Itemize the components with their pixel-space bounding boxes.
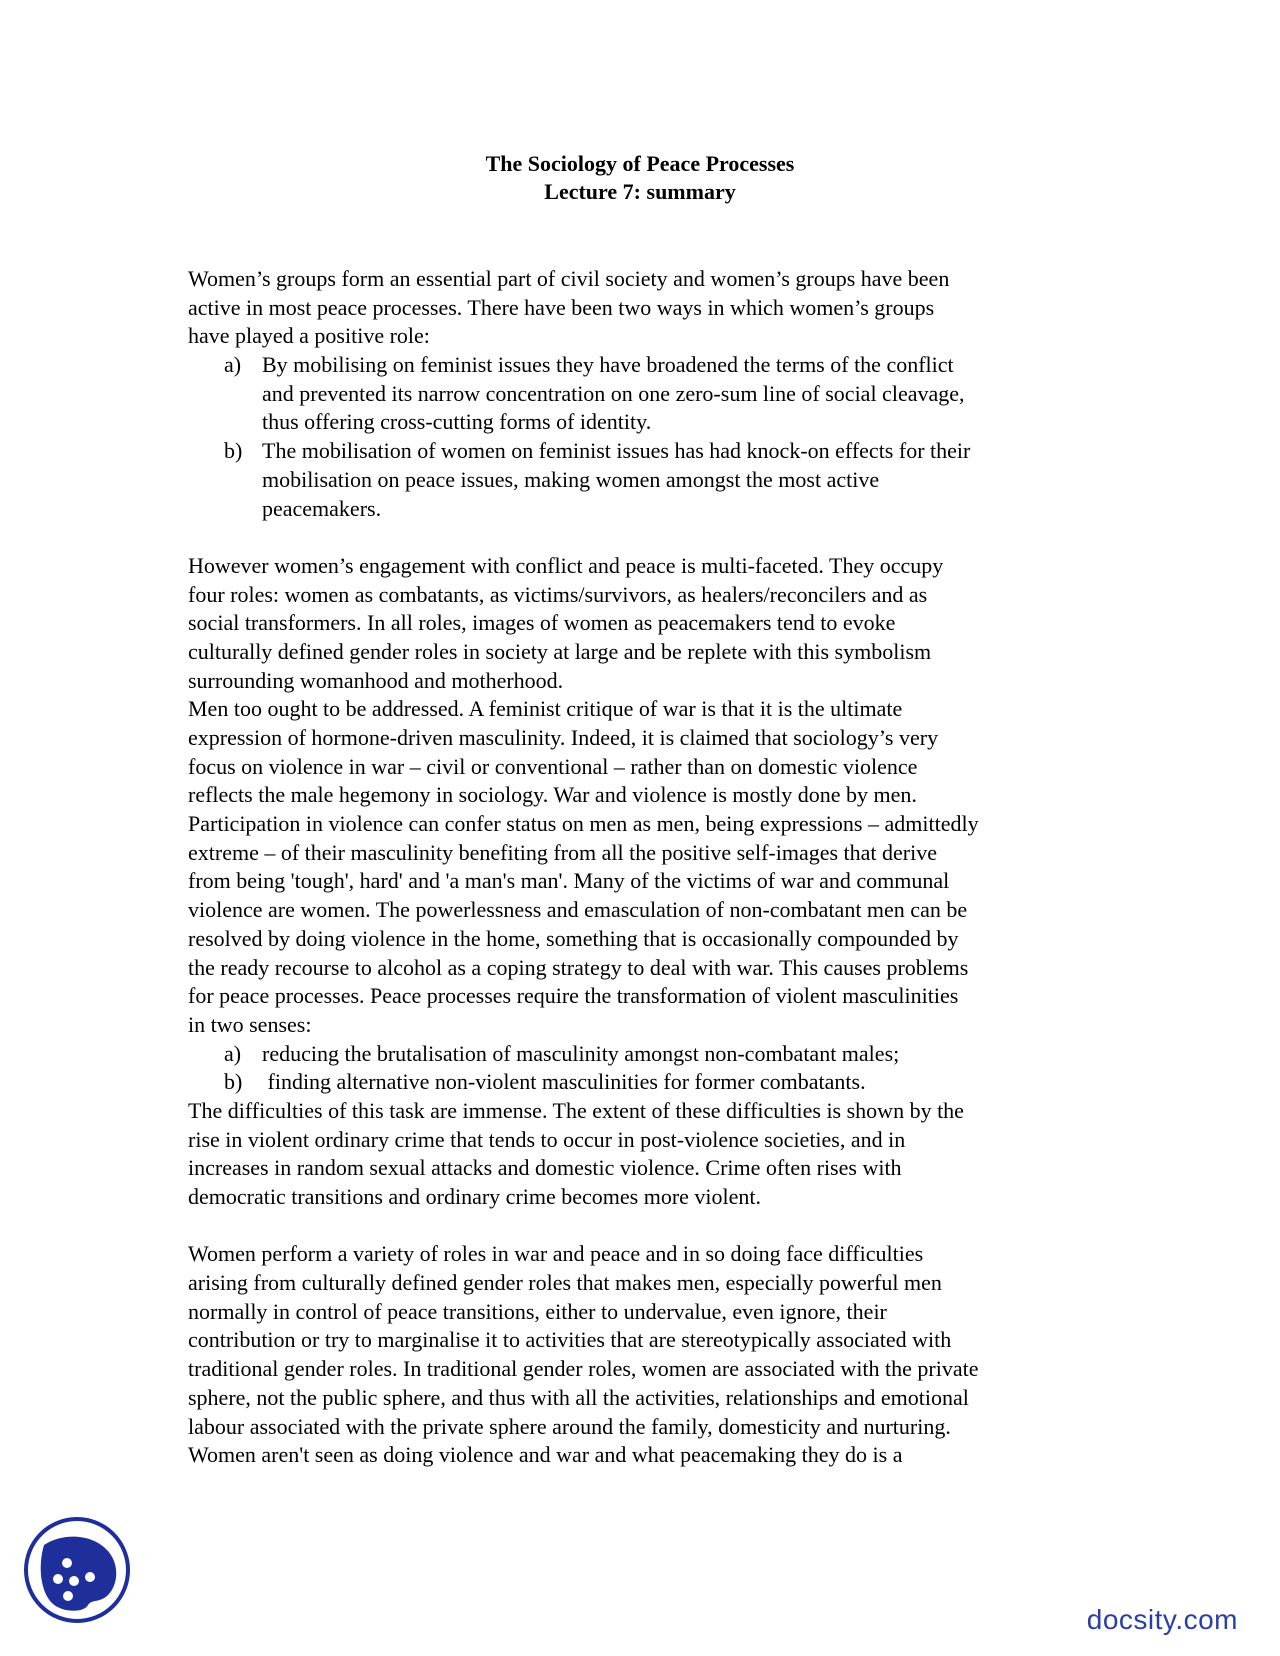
text-line: and prevented its narrow concentration on one zero-sum line of social cleavage,: [262, 380, 965, 406]
logo-dot: [69, 1576, 79, 1586]
text-line: arising from culturally defined gender roles that makes men, especially powerful men: [188, 1270, 942, 1296]
text-line: four roles: women as combatants, as victims/survivors, as healers/reconcilers and as: [188, 581, 928, 607]
logo-blob: [41, 1537, 117, 1611]
text-line: labour associated with the private sphere around the family, domesticity and nurturing.: [188, 1413, 951, 1439]
list-item: [188, 1040, 1088, 1069]
paragraph-3: [188, 1097, 1088, 1212]
list-1: [188, 351, 1088, 523]
logo-dot: [85, 1572, 95, 1582]
list-marker: b): [224, 438, 243, 464]
document-title: The Sociology of Peace Processes: [485, 151, 795, 176]
text-line: The difficulties of this task are immense. The extent of these difficulties is shown by the: [188, 1097, 964, 1123]
text-line: The mobilisation of women on feminist issues has had knock-on effects for their: [262, 438, 971, 464]
logo-dot: [62, 1558, 72, 1568]
text-line: from being 'tough', hard' and 'a man's man'. Many of the victims of war and communal: [188, 868, 950, 894]
text-line: active in most peace processes. There have been two ways in which women’s groups: [188, 294, 935, 320]
logo-dot: [53, 1574, 63, 1584]
text-line: democratic transitions and ordinary crime becomes more violent.: [188, 1184, 762, 1209]
list-marker: a): [224, 1040, 242, 1066]
list-marker: a): [224, 352, 242, 378]
text-line: have played a positive role:: [188, 323, 430, 349]
text-line: the ready recourse to alcohol as a coping strategy to deal with war. This causes problems: [188, 954, 969, 980]
paragraph-gap: [188, 523, 1088, 552]
text-line: social transformers. In all roles, images of women as peacemakers tend to evoke: [188, 610, 896, 636]
text-line: expression of hormone-driven masculinity. Indeed, it is claimed that sociology’s very: [188, 725, 939, 750]
text-line: culturally defined gender roles in society at large and be replete with this symbolism: [188, 638, 932, 664]
text-line: normally in control of peace transitions, either to undervalue, even ignore, their: [188, 1298, 887, 1324]
text-line: surrounding womanhood and motherhood.: [188, 667, 564, 693]
text-line: resolved by doing violence in the home, something that is occasionally compounded by: [188, 925, 959, 951]
title-block: [0, 150, 1280, 206]
document-subtitle: Lecture 7: summary: [544, 179, 736, 204]
paragraph-4: [188, 1240, 1088, 1470]
logo-dot: [63, 1591, 73, 1601]
text-line: rise in violent ordinary crime that tends to occur in post-violence societies, and in: [188, 1126, 906, 1152]
text-line: for peace processes. Peace processes require the transformation of violent masculinities: [188, 983, 959, 1009]
text-line: increases in random sexual attacks and domestic violence. Crime often rises with: [188, 1155, 902, 1181]
text-line: peacemakers.: [262, 495, 382, 521]
text-line: Women aren't seen as doing violence and war and what peacemaking they do is a: [188, 1442, 903, 1468]
text-line: finding alternative non-violent masculinities for former combatants.: [262, 1069, 866, 1095]
list-item: [188, 1068, 1088, 1097]
list-2: [188, 1040, 1088, 1097]
text-line: extreme – of their masculinity benefiting from all the positive self-images that derive: [188, 839, 937, 865]
text-line: reducing the brutalisation of masculinity amongst non-combatant males;: [262, 1040, 900, 1066]
text-line: Women perform a variety of roles in war and peace and in so doing face difficulties: [188, 1241, 924, 1267]
list-marker: b): [224, 1069, 243, 1095]
text-line: violence are women. The powerlessness and emasculation of non-combatant men can be: [188, 897, 968, 923]
text-line: Men too ought to be addressed. A feminist critique of war is that it is the ultimate: [188, 696, 903, 722]
text-line: However women’s engagement with conflict and peace is multi-faceted. They occupy: [188, 552, 944, 578]
list-item: [188, 351, 1088, 437]
text-line: focus on violence in war – civil or conventional – rather than on domestic violence: [188, 753, 918, 779]
text-line: Women’s groups form an essential part of civil society and women’s groups have been: [188, 266, 950, 291]
paragraph-1: [188, 265, 1088, 351]
text-line: Participation in violence can confer status on men as men, being expressions – admittedly: [188, 811, 979, 837]
text-line: mobilisation on peace issues, making women amongst the most active: [262, 466, 880, 492]
text-line: thus offering cross-cutting forms of identity.: [262, 409, 652, 435]
docsity-logo-icon[interactable]: [22, 1515, 132, 1625]
docsity-brand-link[interactable]: docsity.com: [1086, 1604, 1238, 1635]
text-line: traditional gender roles. In traditional gender roles, women are associated with the private: [188, 1356, 979, 1382]
paragraph-gap: [188, 1212, 1088, 1241]
text-line: contribution or try to marginalise it to activities that are stereotypically associated with: [188, 1327, 952, 1353]
text-line: By mobilising on feminist issues they have broadened the terms of the conflict: [262, 352, 954, 378]
text-line: sphere, not the public sphere, and thus with all the activities, relationships and emotional: [188, 1384, 969, 1410]
list-item: [188, 437, 1088, 523]
text-line: reflects the male hegemony in sociology. War and violence is mostly done by men.: [188, 782, 917, 808]
document-body: [188, 265, 1088, 1470]
text-line: in two senses:: [188, 1011, 312, 1037]
paragraph-2: [188, 552, 1088, 1040]
